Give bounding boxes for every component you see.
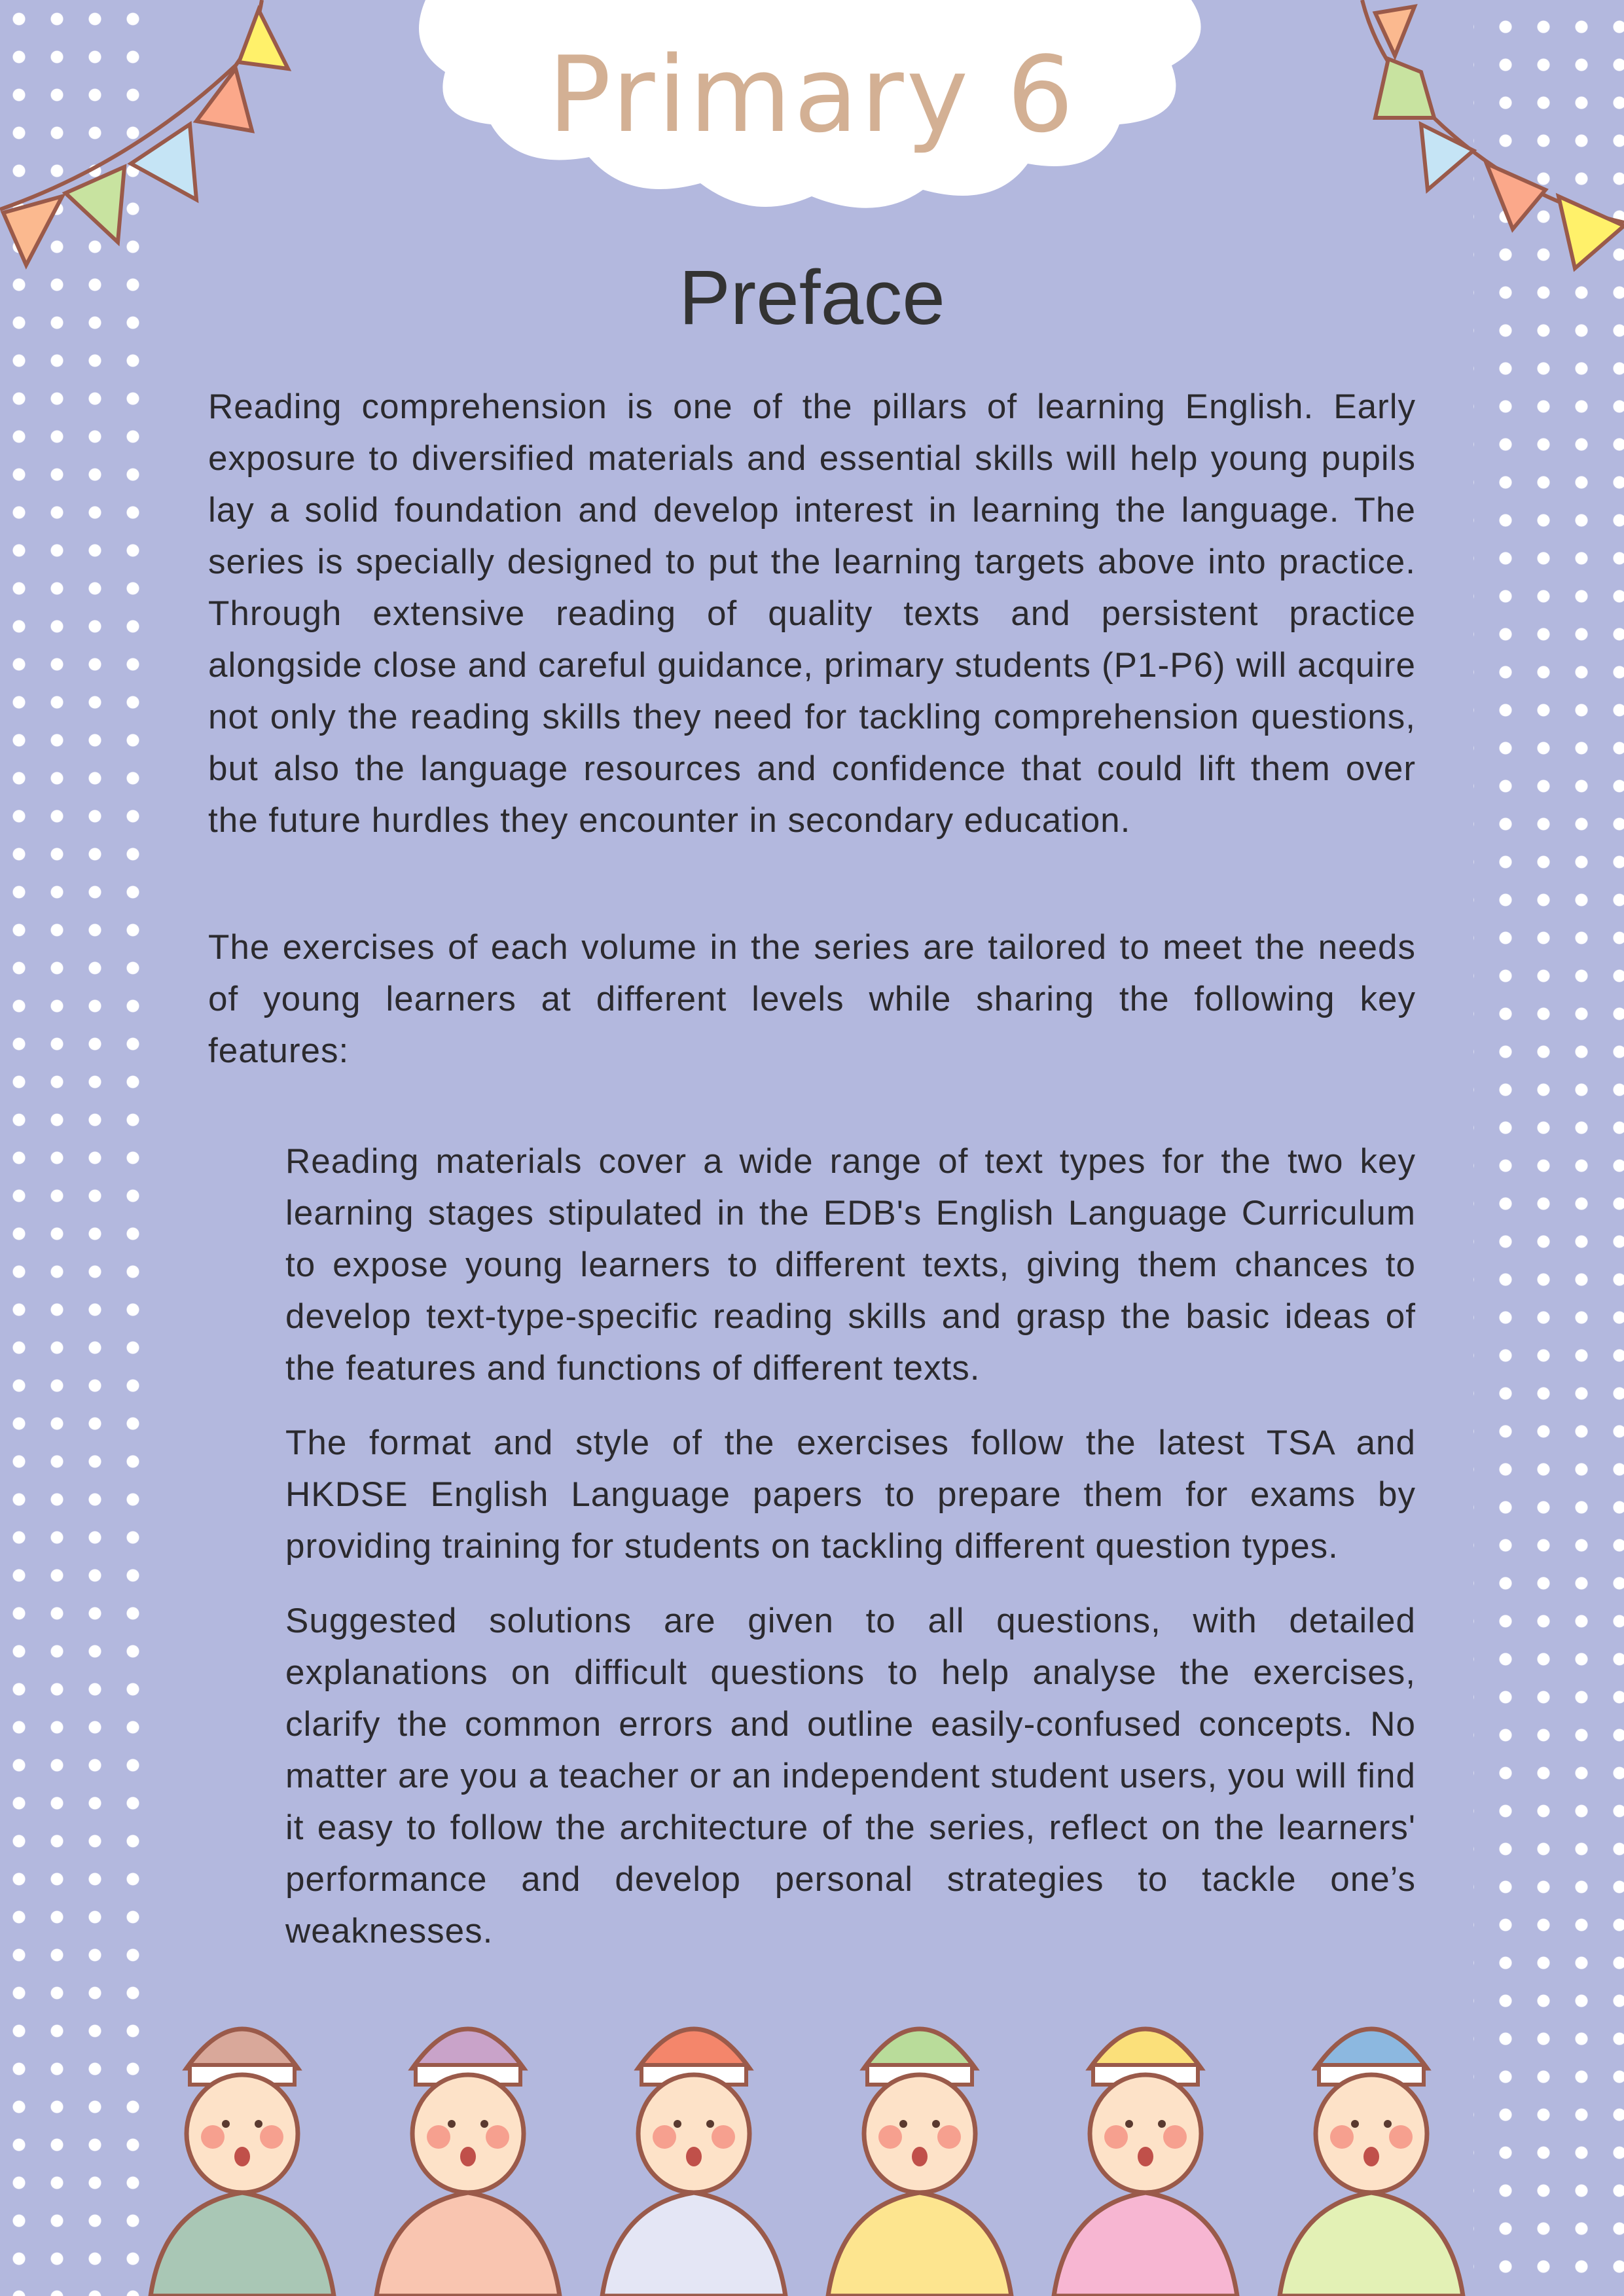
features-intro-paragraph: The exercises of each volume in the series are tailored to meet the needs of young learners at different levels while sharing the following key features:: [208, 928, 1416, 1070]
page-title: Preface: [679, 255, 945, 341]
feature-item: Reading materials cover a wide range of text types for the two key learning stages stipulated in the EDB's English Language Curriculum to expose young learners to different texts, giving them chances to develop text-type-specific reading skills and grasp the basic ideas of the features and functions of different texts.: [285, 1142, 1416, 1388]
child-figure: [828, 2029, 1011, 2296]
dot-border-left: [0, 0, 151, 2296]
series-label: Primary 6: [548, 33, 1076, 156]
feature-list: [285, 1136, 1416, 1957]
feature-item: Suggested solutions are given to all questions, with detailed explanations on difficult questions to help analyse the exercises, clarify the common errors and outline easily-confused concepts. No matter are you a teacher or an independent student users, you will find it easy to follow the architecture of the series, reflect on the learners' performance and develop personal strategies to tackle one’s weaknesses.: [285, 1602, 1416, 1950]
child-figure: [151, 2029, 334, 2296]
feature-item: The format and style of the exercises follow the latest TSA and HKDSE English Language papers to prepare them for exams by providing training for students on tackling different question types.: [285, 1424, 1416, 1566]
child-figure: [1054, 2029, 1237, 2296]
intro-paragraph: Reading comprehension is one of the pillars of learning English. Early exposure to diversified materials and essential skills will help young pupils lay a solid foundation and develop interest in learning the language. The series is specially designed to put the learning targets above into practice. Through extensive reading of quality texts and persistent practice alongside close and careful guidance, primary students (P1-P6) will acquire not only the reading skills they need for tackling comprehension questions, but also the language resources and confidence that could lift them over the future hurdles they encounter in secondary education.: [208, 387, 1416, 840]
child-figure: [602, 2029, 785, 2296]
preface-body: [208, 381, 1416, 1980]
child-figure: [1280, 2029, 1463, 2296]
dot-border-right: [1473, 0, 1624, 2296]
child-figure: [376, 2029, 560, 2296]
children-illustration: [118, 1996, 1519, 2296]
